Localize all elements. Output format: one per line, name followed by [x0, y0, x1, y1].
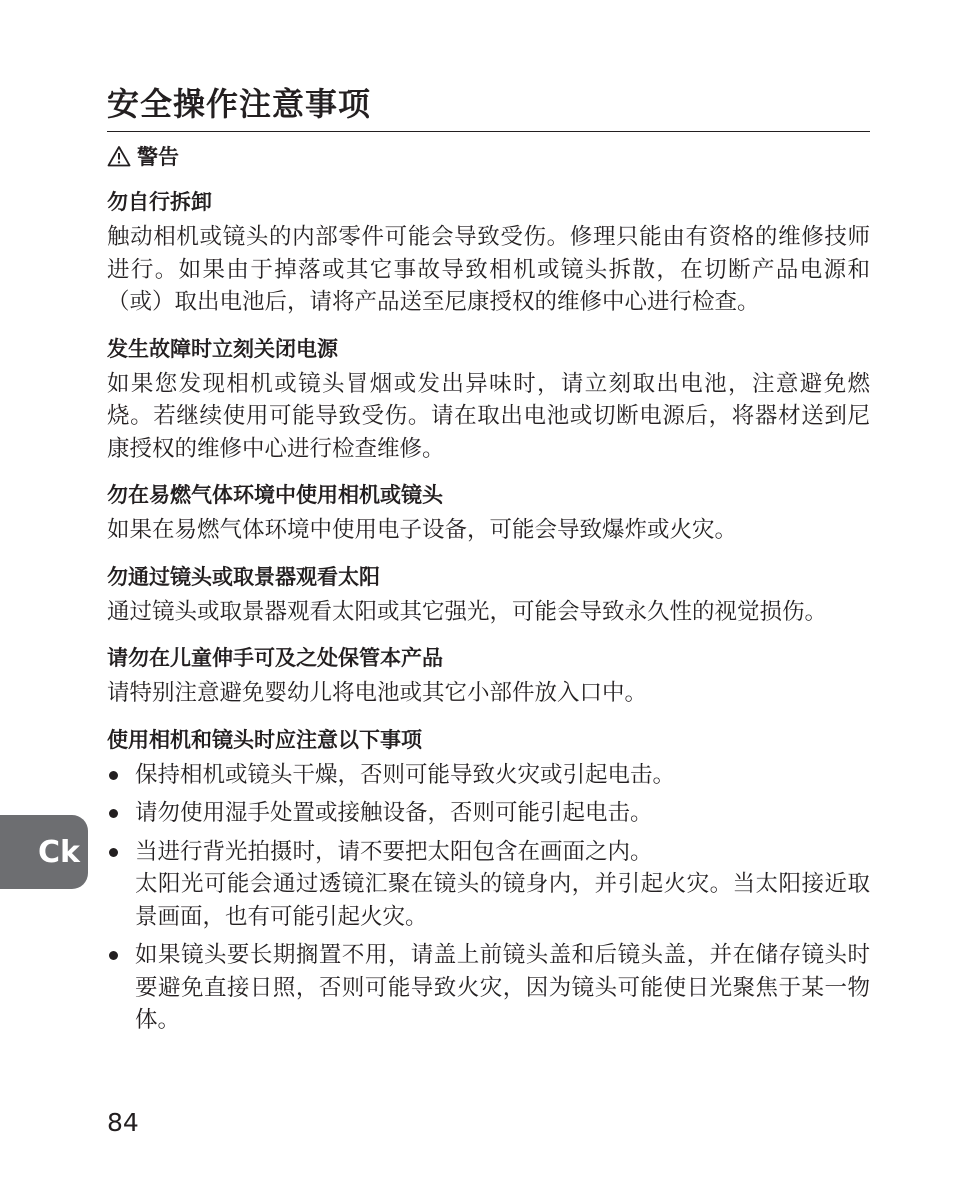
section-title: 勿通过镜头或取景器观看太阳 — [107, 564, 380, 589]
warning-heading — [107, 140, 870, 172]
list-item — [107, 797, 870, 830]
section-children — [107, 642, 870, 710]
handling-list — [107, 759, 870, 1037]
list-item-text: 请勿使用湿手处置或接触设备，否则可能引起电击。 — [135, 800, 653, 826]
warning-label: 警告 — [137, 145, 179, 169]
section-body: 请特别注意避免婴幼儿将电池或其它小部件放入口中。 — [107, 680, 648, 706]
section-body: 如果您发现相机或镜头冒烟或发出异味时，请立刻取出电池，注意避免燃烧。若继续使用可能导致受伤。请在取出电池或切断电源后，将器材送到尼康授权的维修中心进行检查维修。 — [107, 370, 870, 462]
section-title: 发生故障时立刻关闭电源 — [107, 336, 338, 361]
title-divider — [107, 131, 870, 132]
section-body: 触动相机或镜头的内部零件可能会导致受伤。修理只能由有资格的维修技师进行。如果由于掉落或其它事故导致相机或镜头拆散，在切断产品电源和（或）取出电池后，请将产品送至尼康授权的维修中心进行检查。 — [107, 224, 870, 315]
warning-triangle-icon — [107, 145, 131, 167]
section-title: 请勿在儿童伸手可及之处保管本产品 — [107, 646, 443, 670]
bullet-icon — [109, 848, 118, 857]
section-disassembly — [107, 186, 870, 319]
section-body: 通过镜头或取景器观看太阳或其它强光，可能会导致永久性的视觉损伤。 — [107, 598, 828, 625]
list-item-text: 保持相机或镜头干燥，否则可能导致火灾或引起电击。 — [135, 761, 676, 788]
bullet-icon — [109, 951, 118, 960]
section-handling — [107, 724, 870, 1037]
bullet-icon — [109, 771, 118, 780]
page-title: 安全操作注意事项 — [107, 85, 372, 123]
section-malfunction — [107, 333, 870, 466]
list-item — [107, 759, 870, 792]
section-title: 使用相机和镜头时应注意以下事项 — [107, 727, 422, 752]
list-item-text: 如果镜头要长期搁置不用，请盖上前镜头盖和后镜头盖，并在储存镜头时要避免直接日照，否则可能导致火灾，因为镜头可能使日光聚焦于某一物体。 — [135, 942, 870, 1033]
section-title: 勿在易燃气体环境中使用相机或镜头 — [107, 483, 443, 507]
page-content — [107, 140, 870, 1043]
section-title: 勿自行拆卸 — [107, 190, 212, 214]
section-sun-viewing — [107, 561, 870, 629]
list-item — [107, 836, 870, 934]
section-body: 如果在易燃气体环境中使用电子设备，可能会导致爆炸或火灾。 — [107, 517, 738, 543]
list-item — [107, 939, 870, 1037]
language-tab: Ck — [0, 815, 88, 889]
section-flammable-gas — [107, 479, 870, 547]
page-number: 84 — [107, 1108, 139, 1137]
bullet-icon — [109, 809, 118, 818]
list-item-text: 当进行背光拍摄时，请不要把太阳包含在画面之内。 — [135, 838, 653, 865]
list-item-continuation: 太阳光可能会通过透镜汇聚在镜头的镜身内，并引起火灾。当太阳接近取景画面，也有可能引起火灾。 — [135, 871, 870, 930]
